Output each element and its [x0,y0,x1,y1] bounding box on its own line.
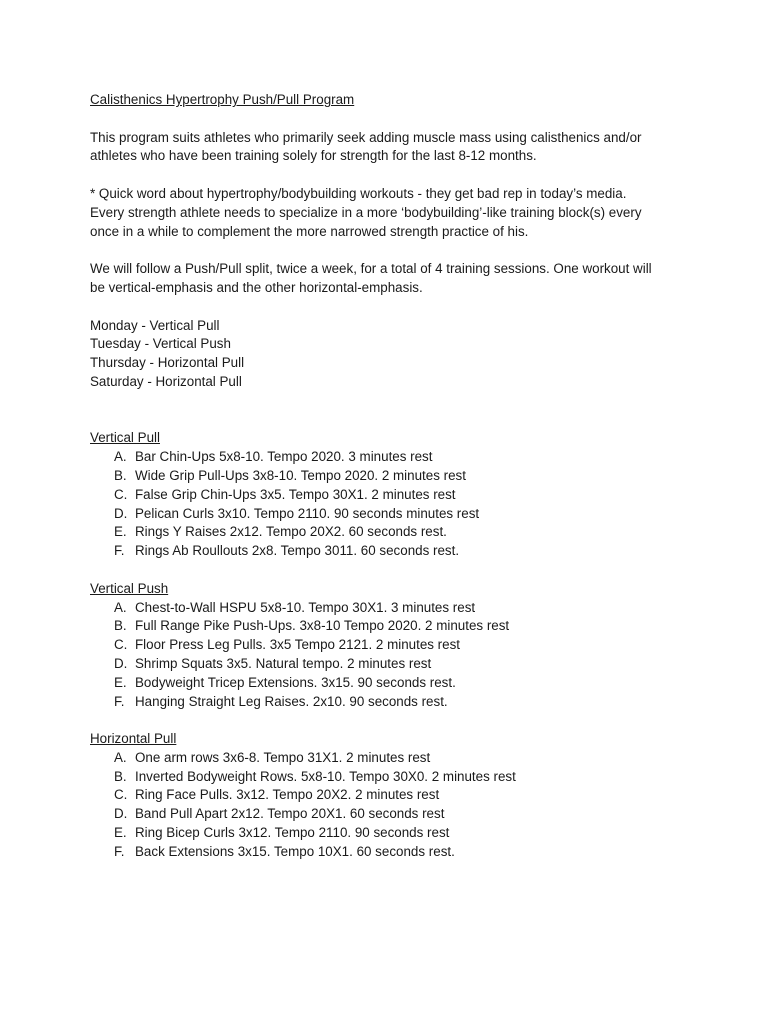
list-item [90,805,690,824]
list-item [90,843,690,862]
list-marker: D. [114,655,128,671]
exercise-text: Bodyweight Tricep Extensions. 3x15. 90 seconds rest. [135,674,456,690]
exercise-text: False Grip Chin-Ups 3x5. Tempo 30X1. 2 minutes rest [135,486,456,502]
split-line: We will follow a Push/Pull split, twice a week, for a total of 4 training sessions. One workout will [90,261,652,277]
list-item [90,542,690,561]
section-heading: Horizontal Pull [90,731,177,747]
list-item [90,655,690,674]
list-marker: E. [114,674,127,690]
list-marker: D. [114,806,128,822]
list-item [90,617,690,636]
exercise-text: Hanging Straight Leg Raises. 2x10. 90 seconds rest. [135,693,448,709]
schedule-item: Saturday - Horizontal Pull [90,373,242,389]
exercise-text: Inverted Bodyweight Rows. 5x8-10. Tempo 30X0. 2 minutes rest [135,768,516,784]
exercise-text: Full Range Pike Push-Ups. 3x8-10 Tempo 2020. 2 minutes rest [135,618,510,634]
list-item [90,467,690,486]
exercise-text: Chest-to-Wall HSPU 5x8-10. Tempo 30X1. 3 minutes rest [135,599,476,615]
list-item [90,636,690,655]
exercise-text: Shrimp Squats 3x5. Natural tempo. 2 minutes rest [135,655,432,671]
exercise-text: Rings Y Raises 2x12. Tempo 20X2. 60 seconds rest. [135,524,447,540]
list-item [90,749,690,768]
schedule-item: Thursday - Horizontal Pull [90,355,245,371]
list-marker: B. [114,467,127,483]
section-vertical-push [90,580,690,712]
exercise-list [90,749,690,862]
list-item [90,824,690,843]
list-item [90,786,690,805]
split-paragraph [90,260,690,298]
list-item [90,523,690,542]
schedule-item: Tuesday - Vertical Push [90,336,231,352]
exercise-list [90,599,690,712]
list-marker: C. [114,637,128,653]
exercise-list [90,448,690,561]
list-marker: F. [114,693,125,709]
split-line: be vertical-emphasis and the other horizontal-emphasis. [90,279,423,295]
schedule-item: Monday - Vertical Pull [90,317,220,333]
list-marker: A. [114,449,127,465]
exercise-text: Rings Ab Roullouts 2x8. Tempo 3011. 60 seconds rest. [135,543,460,559]
list-marker: F. [114,543,125,559]
list-item [90,505,690,524]
section-horizontal-pull [90,730,690,862]
section-heading: Vertical Push [90,580,169,596]
note-line: * Quick word about hypertrophy/bodybuilding workouts - they get bad rep in today’s media. [90,185,627,201]
intro-line: This program suits athletes who primarily seek adding muscle mass using calisthenics and/or [90,129,642,145]
list-item [90,693,690,712]
document-page [90,91,690,862]
note-paragraph [90,185,690,241]
exercise-text: Bar Chin-Ups 5x8-10. Tempo 2020. 3 minutes rest [135,449,433,465]
list-item [90,599,690,618]
list-marker: C. [114,787,128,803]
list-marker: D. [114,505,128,521]
exercise-text: Ring Face Pulls. 3x12. Tempo 20X2. 2 minutes rest [135,787,440,803]
list-marker: A. [114,599,127,615]
list-marker: C. [114,486,128,502]
schedule-list [90,317,690,392]
note-line: once in a while to complement the more narrowed strength practice of his. [90,223,529,239]
exercise-text: Floor Press Leg Pulls. 3x5 Tempo 2121. 2 minutes rest [135,637,461,653]
exercise-text: Wide Grip Pull-Ups 3x8-10. Tempo 2020. 2 minutes rest [135,467,466,483]
exercise-text: Band Pull Apart 2x12. Tempo 20X1. 60 seconds rest [135,806,445,822]
list-marker: A. [114,749,127,765]
list-item [90,486,690,505]
list-item [90,448,690,467]
list-marker: B. [114,618,127,634]
list-marker: B. [114,768,127,784]
intro-line: athletes who have been training solely for strength for the last 8-12 months. [90,148,537,164]
note-line: Every strength athlete needs to specialize in a more ‘bodybuilding’-like training block(s) every [90,204,642,220]
exercise-text: Ring Bicep Curls 3x12. Tempo 2110. 90 seconds rest [135,825,450,841]
list-item [90,674,690,693]
section-heading: Vertical Pull [90,430,160,446]
list-marker: E. [114,825,127,841]
list-marker: E. [114,524,127,540]
intro-paragraph [90,129,690,167]
section-vertical-pull [90,429,690,561]
list-item [90,768,690,787]
exercise-text: One arm rows 3x6-8. Tempo 31X1. 2 minutes rest [135,749,431,765]
list-marker: F. [114,843,125,859]
exercise-text: Back Extensions 3x15. Tempo 10X1. 60 seconds rest. [135,843,455,859]
exercise-text: Pelican Curls 3x10. Tempo 2110. 90 seconds minutes rest [135,505,480,521]
document-title: Calisthenics Hypertrophy Push/Pull Program [90,92,355,107]
